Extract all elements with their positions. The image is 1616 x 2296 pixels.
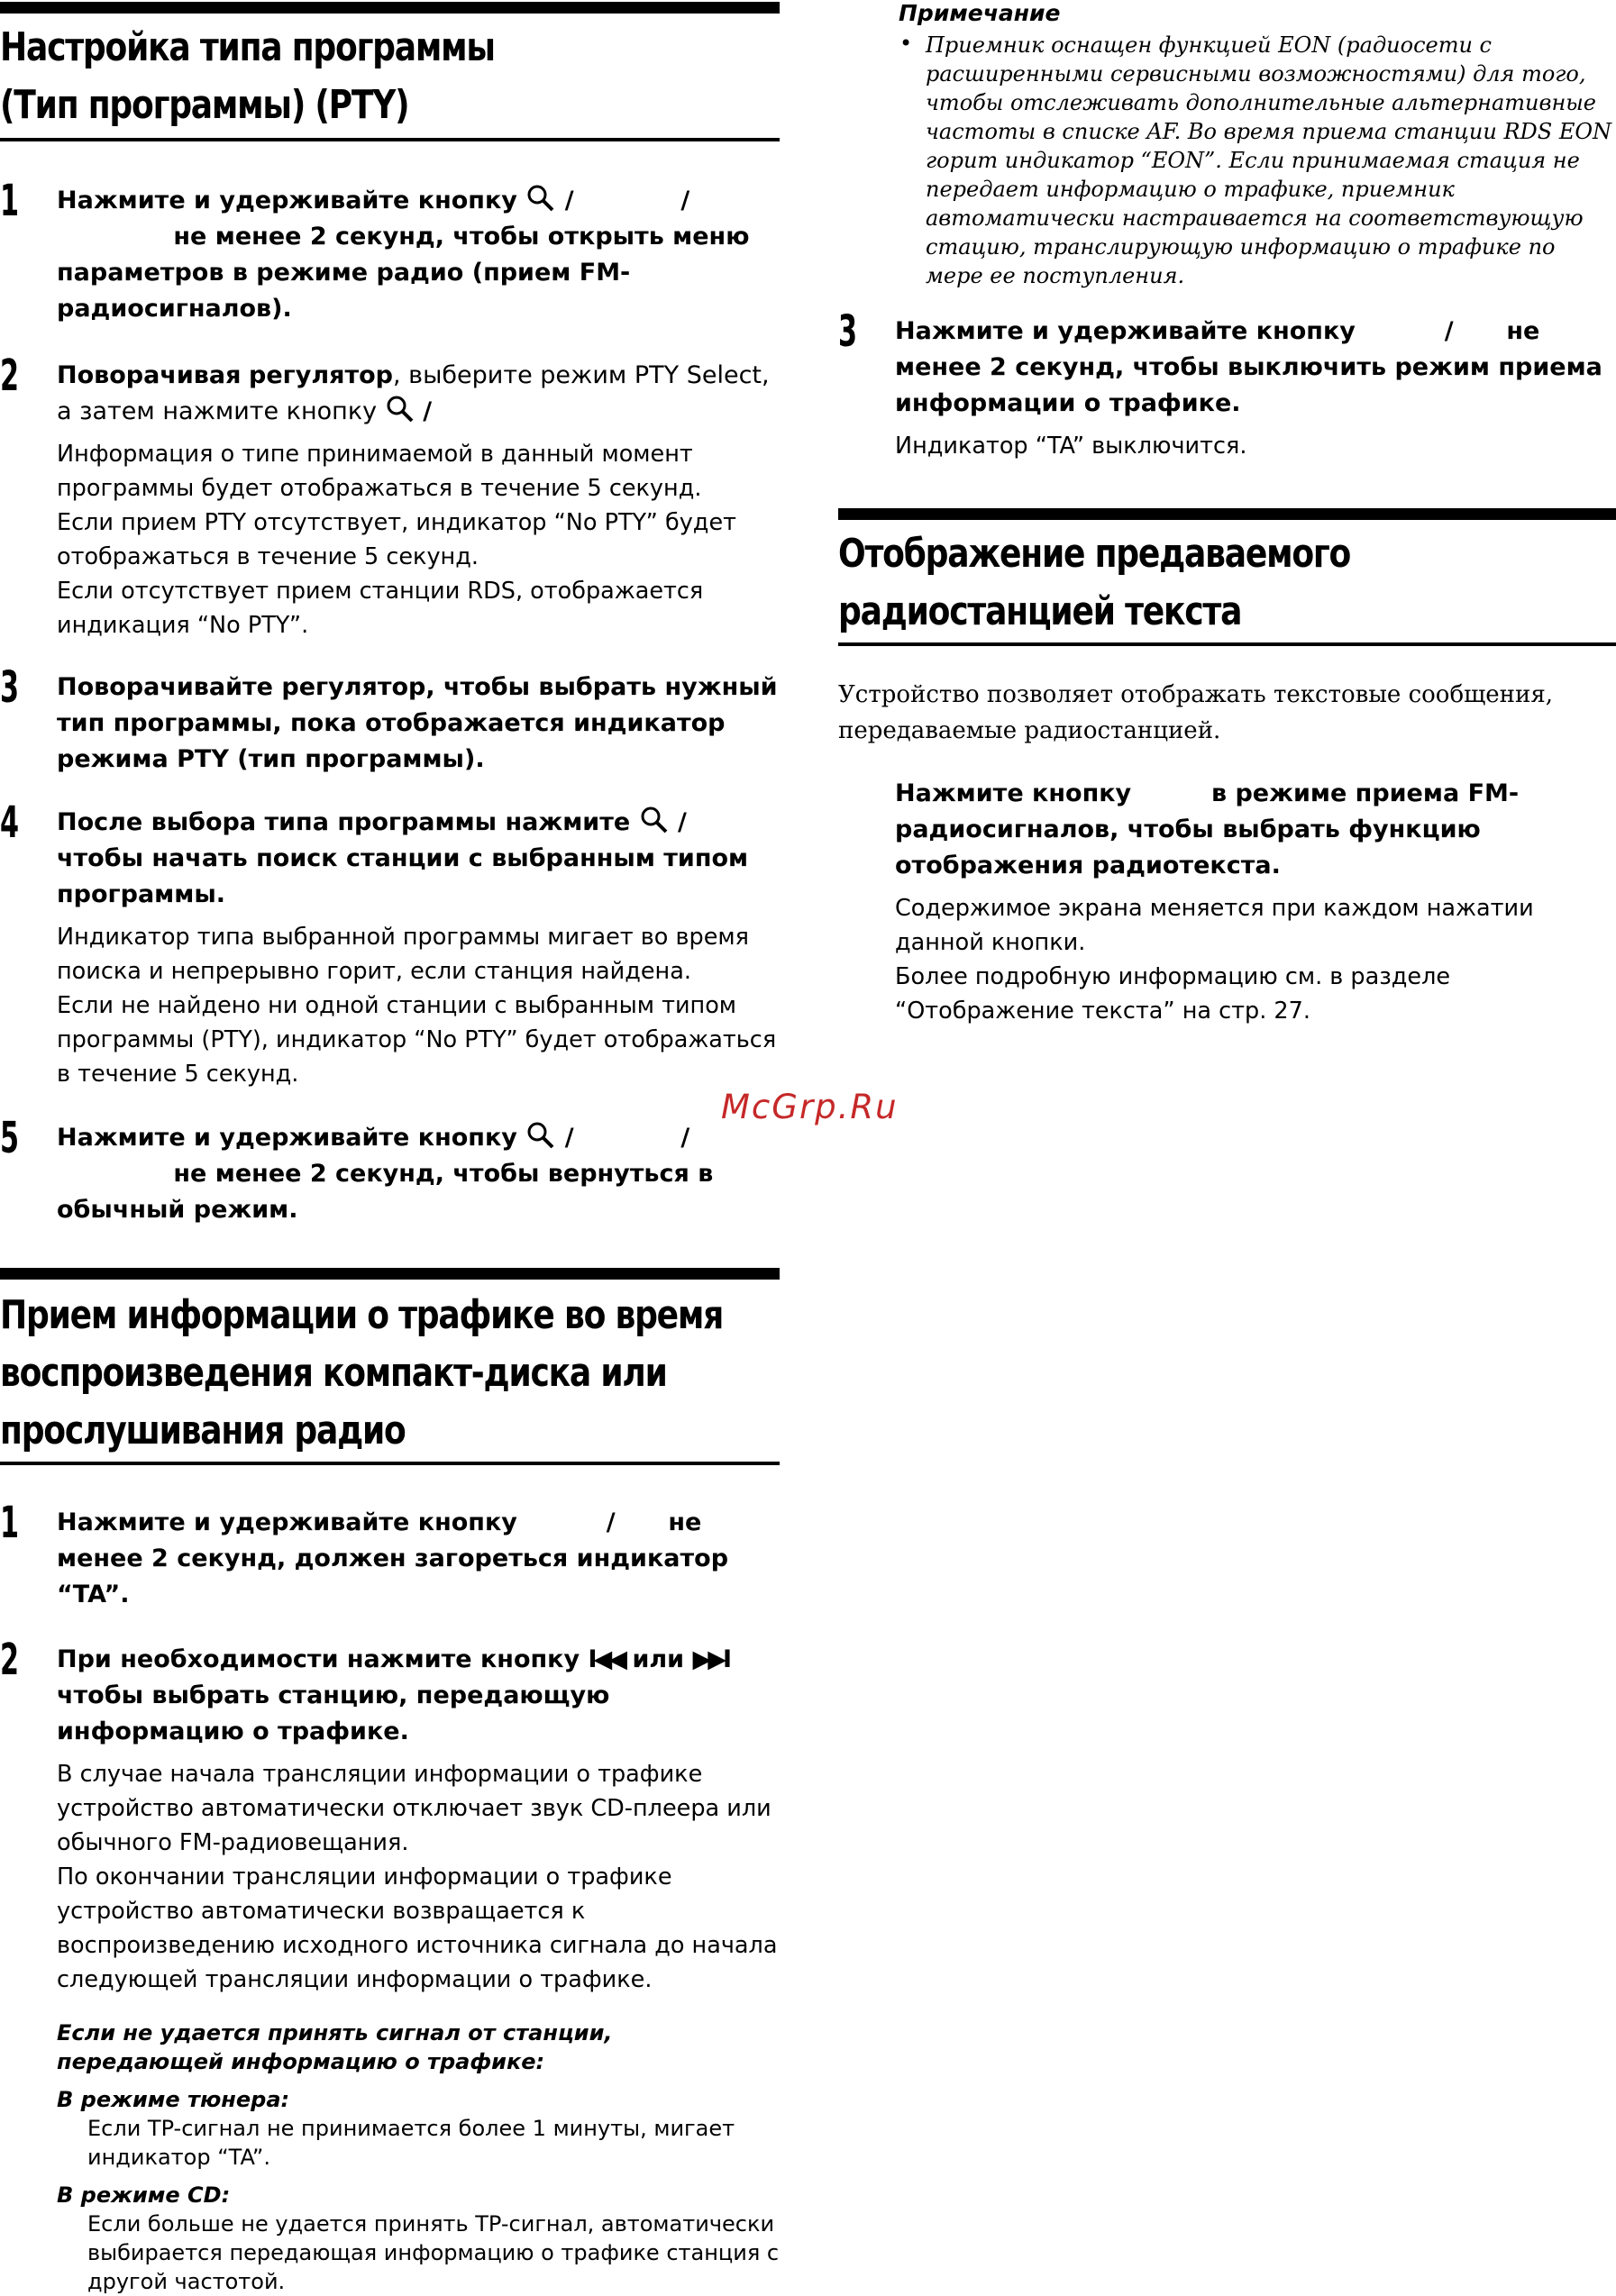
- step-instruction: Поворачивая регулятор, выберите режим PTY Select, а затем нажмите кнопку /: [57, 361, 770, 425]
- step-number: 5: [0, 1113, 20, 1163]
- ta-section-title: Прием информации о трафике во время воспроизведения компакт-диска или прослушивания радио: [0, 1292, 724, 1453]
- ta-step-2: [0, 1635, 780, 2296]
- step-number: 4: [0, 797, 20, 848]
- pty-step-5: [0, 1113, 780, 1228]
- pty-section-title: Настройка типа программы (Тип программы) (PTY): [0, 24, 495, 128]
- section-title-underline: [0, 138, 780, 141]
- radiotext-step: [838, 776, 1616, 1028]
- step-description: Содержимое экрана меняется при каждом нажатии данной кнопки. Более подробную информацию см. в разделе “Отображение текста” на стр. 27.: [895, 895, 1534, 1025]
- prev-track-icon: I◀◀: [588, 1645, 625, 1673]
- ta-reception-notes: Если не удается принять сигнал от станции, передающей информацию о трафике: В режиме тюнера: Если TP-сигнал не принимается более 1 минуты, мигает индикатор “TA”. В режиме CD: Если больше не удается принять TP-сигнал, автоматически выбирается передающая информацию о трафике станция с другой частотой.: [57, 2020, 780, 2294]
- step-description: В случае начала трансляции информации о трафике устройство автоматически отключает звук CD-плеера или обычного FM-радиовещания. По окончании трансляции информации о трафике устройство автоматически возвращается к воспроизведению исходного источника сигнала до начала следующей трансляции информации о трафике.: [57, 1761, 778, 1993]
- right-column: [838, 0, 1616, 1028]
- section-title-underline: [838, 642, 1616, 646]
- watermark: McGrp.Ru: [721, 1088, 899, 1126]
- step-number: 2: [0, 351, 20, 401]
- left-column: [0, 0, 780, 2296]
- radiotext-section-title: Отображение предаваемого радиостанцией текста: [838, 531, 1351, 634]
- search-icon: [525, 183, 556, 212]
- step-instruction: Нажмите кнопку в режиме приема FM-радиосигналов, чтобы выбрать функцию отображения радиотекста.: [895, 779, 1520, 879]
- pty-step-1: [0, 176, 780, 327]
- radiotext-intro: Устройство позволяет отображать текстовые сообщения, передаваемые радиостанцией.: [838, 681, 1553, 744]
- section-top-rule: [0, 2, 780, 14]
- ta-step-1: [0, 1498, 780, 1613]
- step-description: Информация о типе принимаемой в данный момент программы будет отображаться в течение 5 секунд. Если прием PTY отсутствует, индикатор “No PTY” будет отображаться в течение 5 секунд. Если отсутствует прием станции RDS, отображается индикация “No PTY”.: [57, 441, 736, 639]
- step-number: 1: [0, 1498, 20, 1548]
- search-icon: [385, 394, 415, 423]
- search-icon: [639, 805, 670, 834]
- step-instruction: Нажмите и удерживайте кнопку / / не менее 2 секунд, чтобы вернуться в обычный режим.: [57, 1120, 780, 1228]
- step-instruction: После выбора типа программы нажмите / чтобы начать поиск станции с выбранным типом программы.: [57, 805, 780, 913]
- bullet: •: [899, 31, 913, 56]
- step-instruction: При необходимости нажмите кнопку I◀◀ или ▶▶I чтобы выбрать станцию, передающую информацию о трафике.: [57, 1645, 729, 1745]
- section-title-underline: [0, 1462, 780, 1465]
- section-top-rule: [838, 508, 1616, 520]
- ta-step-3: [838, 306, 1616, 463]
- step-number: 3: [838, 306, 858, 357]
- step-instruction: Нажмите и удерживайте кнопку / / не менее 2 секунд, чтобы открыть меню параметров в режиме радио (прием FM-радиосигналов).: [57, 183, 780, 327]
- step-description: Индикатор “TA” выключится.: [895, 433, 1247, 460]
- pty-step-4: [0, 797, 780, 1091]
- search-icon: [525, 1120, 556, 1149]
- step-instruction: Поворачивайте регулятор, чтобы выбрать нужный тип программы, пока отображается индикатор режима PTY (тип программы).: [57, 673, 778, 773]
- pty-step-3: [0, 662, 780, 778]
- next-track-icon: ▶▶I: [692, 1645, 729, 1673]
- step-number: 1: [0, 176, 20, 226]
- pty-step-2: [0, 351, 780, 642]
- step-description: Индикатор типа выбранной программы мигает во время поиска и непрерывно горит, если станция найдена. Если не найдено ни одной станции с выбранным типом программы (PTY), индикатор “No PTY” будет отображаться в течение 5 секунд.: [57, 924, 777, 1088]
- section-top-rule: [0, 1268, 780, 1280]
- step-number: 3: [0, 662, 20, 713]
- step-number: 2: [0, 1635, 20, 1685]
- step-instruction: Нажмите и удерживайте кнопку / не менее 2 секунд, чтобы выключить режим приема информации о трафике.: [895, 317, 1602, 417]
- note-block: Примечание • Приемник оснащен функцией EON (радиосети с расширенными сервисными возможностями) для того, чтобы отслеживать дополнительные альтернативные частоты в списке AF. Во время приема станции RDS EON горит индикатор “EON”. Если принимаемая стация не передает информацию о трафике, приемник автоматически настраивается на соответствующую стацию, транслирующую информацию о трафике по мере ее поступления.: [899, 0, 1612, 288]
- step-instruction: Нажмите и удерживайте кнопку / не менее 2 секунд, должен загореться индикатор “TA”.: [57, 1508, 729, 1608]
